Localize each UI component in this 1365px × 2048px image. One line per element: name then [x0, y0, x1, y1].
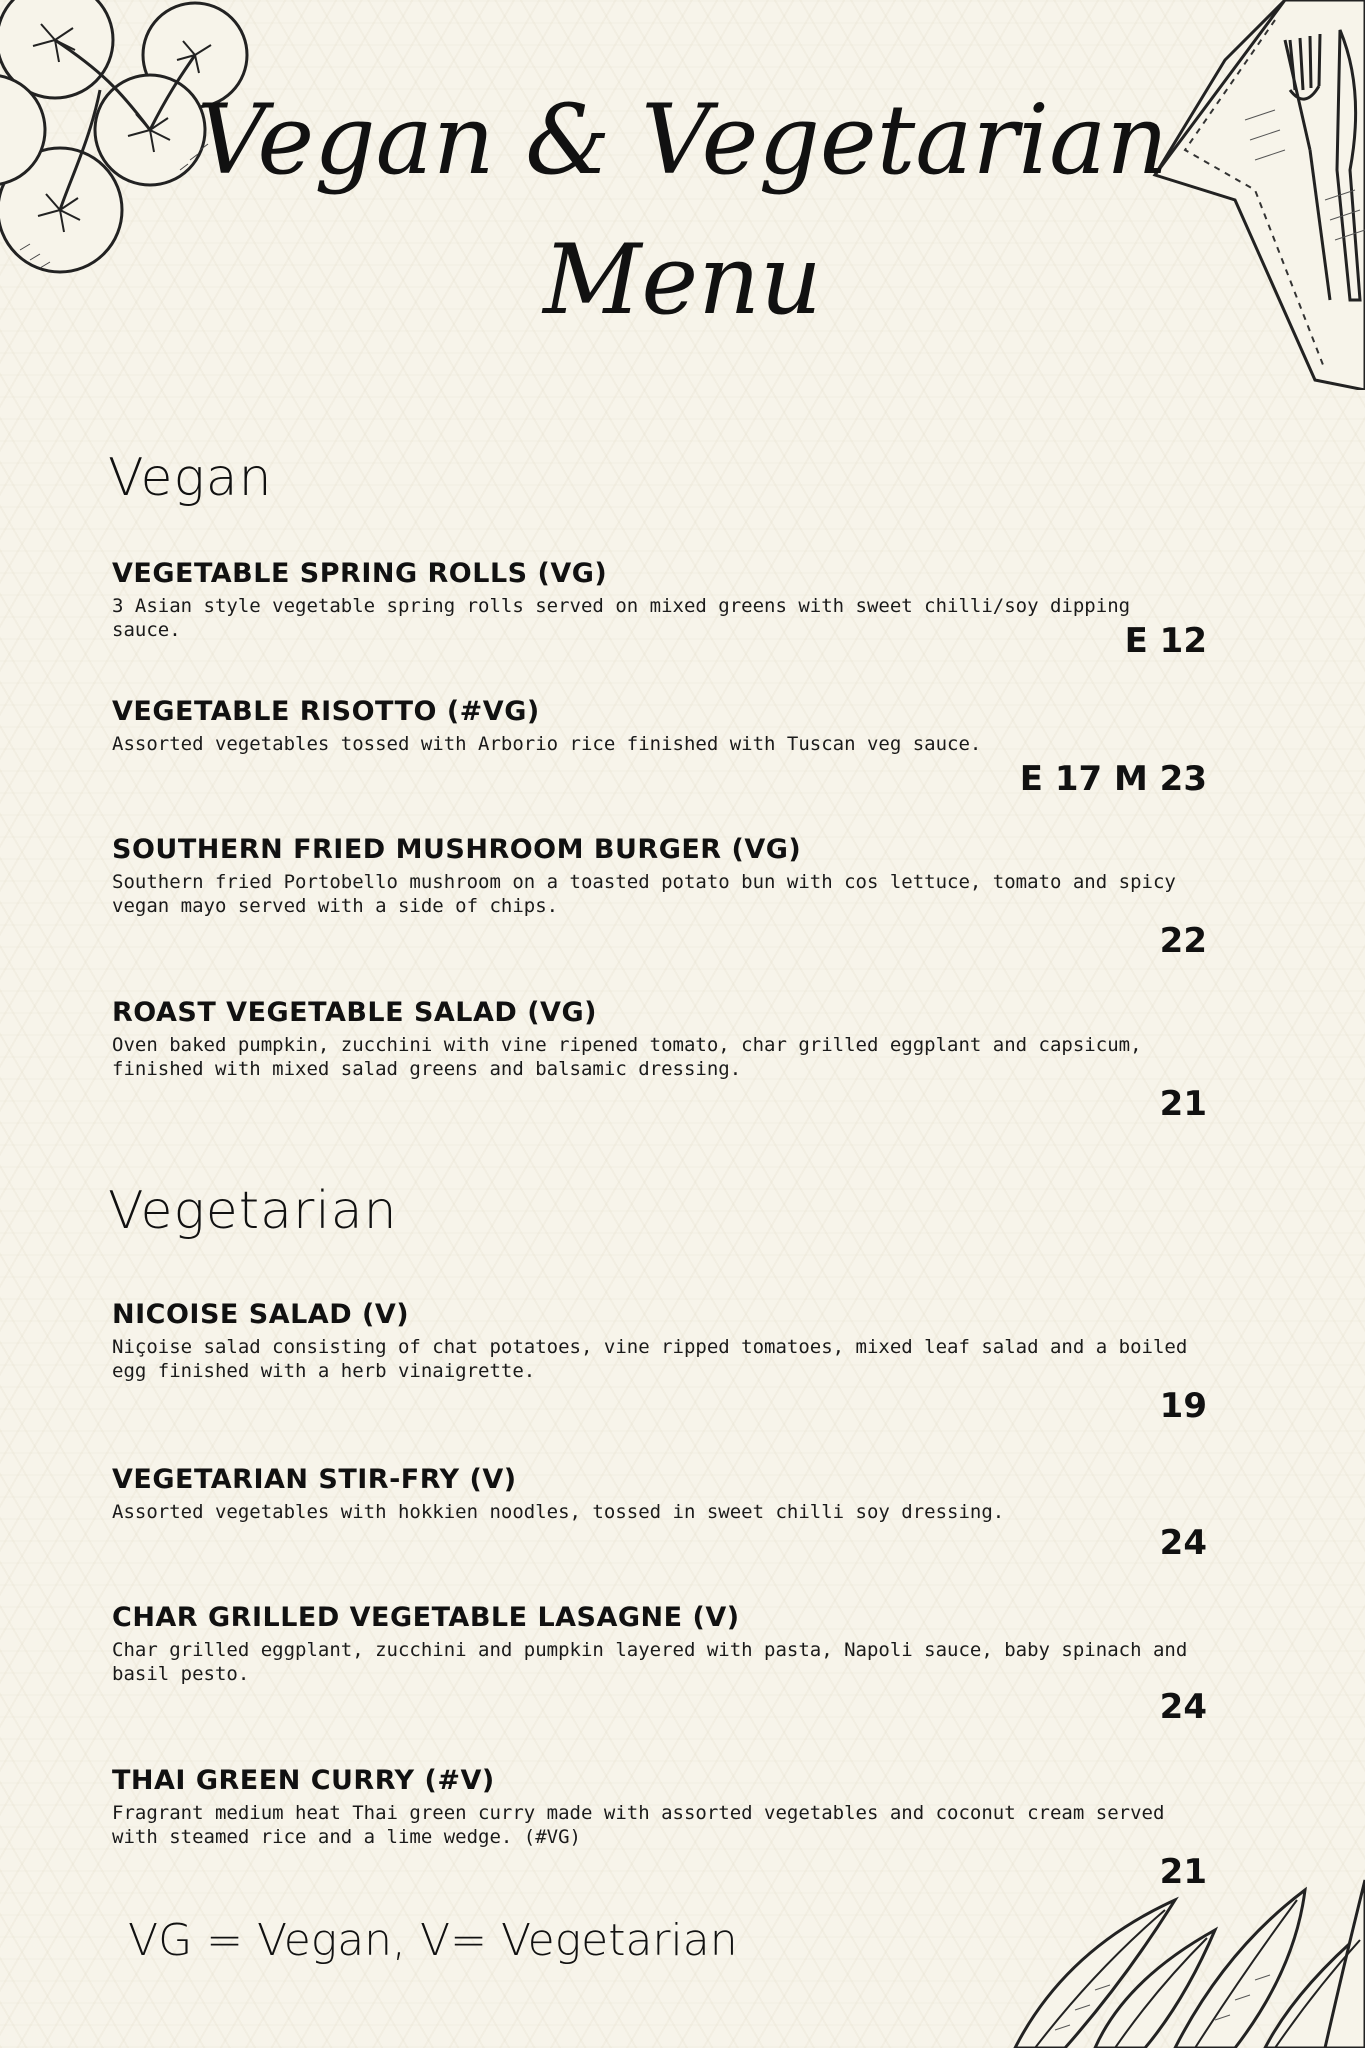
- dietary-legend: VG = Vegan, V= Vegetarian: [128, 1915, 738, 1966]
- menu-item: [112, 558, 1207, 661]
- olive-branch-illustration: [975, 1870, 1365, 2048]
- menu-item: [112, 1765, 1207, 1895]
- item-name: VEGETABLE RISOTTO (#VG): [112, 696, 540, 727]
- menu-title-line-1: Vegan & Vegetarian: [196, 84, 1169, 196]
- item-description: Oven baked pumpkin, zucchini with vine ripened tomato, char grilled eggplant and capsicum, finished with mixed salad greens and balsamic dressing.: [112, 1034, 1142, 1080]
- section-heading-vegan: Vegan: [108, 448, 273, 508]
- menu-item: [112, 1464, 1207, 1564]
- item-description: Southern fried Portobello mushroom on a toasted potato bun with cos lettuce, tomato and spicy vegan mayo served with a side of chips.: [112, 871, 1176, 917]
- menu-item: [112, 997, 1207, 1127]
- item-price: 21: [1159, 1084, 1207, 1124]
- item-name: THAI GREEN CURRY (#V): [112, 1765, 495, 1796]
- menu-item: [112, 696, 1207, 799]
- section-heading-vegetarian: Vegetarian: [108, 1181, 398, 1241]
- item-price: E 12: [1124, 621, 1207, 661]
- item-description: Fragrant medium heat Thai green curry made with assorted vegetables and coconut cream served with steamed rice and a lime wedge. (#VG): [112, 1802, 1165, 1848]
- item-price: 21: [1159, 1852, 1207, 1892]
- menu-item: [112, 1299, 1207, 1429]
- item-price: 19: [1159, 1386, 1207, 1426]
- item-description: Char grilled eggplant, zucchini and pumpkin layered with pasta, Napoli sauce, baby spinach and basil pesto.: [112, 1639, 1188, 1685]
- item-name: SOUTHERN FRIED MUSHROOM BURGER (VG): [112, 834, 802, 865]
- item-description: Niçoise salad consisting of chat potatoes, vine ripped tomatoes, mixed leaf salad and a boiled egg finished with a herb vinaigrette.: [112, 1336, 1188, 1382]
- item-name: VEGETABLE SPRING ROLLS (VG): [112, 558, 608, 589]
- item-price: 24: [1159, 1523, 1207, 1563]
- item-price: E 17 M 23: [1019, 759, 1207, 799]
- menu-item: [112, 834, 1207, 964]
- menu-title-line-2: Menu: [543, 224, 822, 336]
- item-name: NICOISE SALAD (V): [112, 1299, 410, 1330]
- item-name: ROAST VEGETABLE SALAD (VG): [112, 997, 597, 1028]
- item-name: VEGETARIAN STIR-FRY (V): [112, 1464, 517, 1495]
- item-price: 22: [1159, 921, 1207, 961]
- menu-item: [112, 1602, 1207, 1732]
- item-price: 24: [1159, 1687, 1207, 1727]
- item-description: Assorted vegetables with hokkien noodles, tossed in sweet chilli soy dressing.: [112, 1501, 1005, 1523]
- item-description: Assorted vegetables tossed with Arborio rice finished with Tuscan veg sauce.: [112, 733, 982, 755]
- item-name: CHAR GRILLED VEGETABLE LASAGNE (V): [112, 1602, 740, 1633]
- item-description: 3 Asian style vegetable spring rolls served on mixed greens with sweet chilli/soy dipping sauce.: [112, 595, 1131, 641]
